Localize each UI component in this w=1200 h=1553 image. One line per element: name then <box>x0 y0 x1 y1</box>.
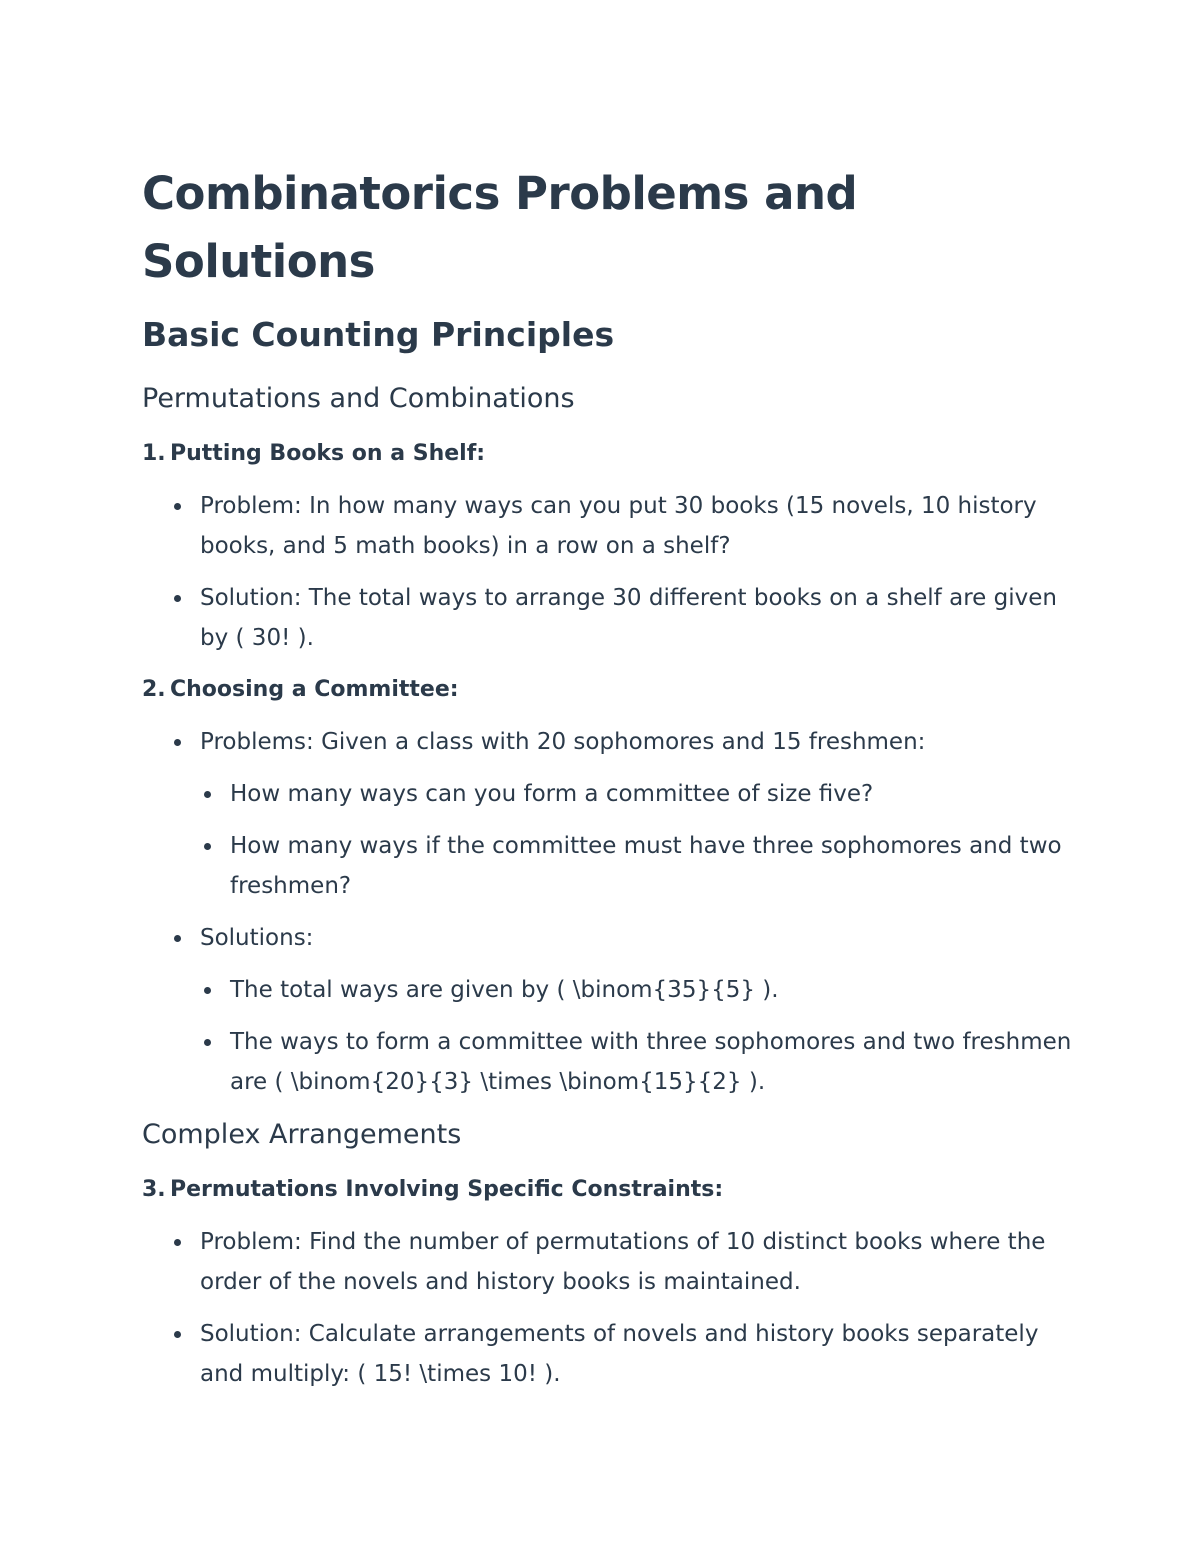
problem-3-solution: Solution: Calculate arrangements of novels and history books separately and multiply: ( 15! \times 10! ). <box>200 1321 1039 1387</box>
problem-1-bullets <box>142 486 1072 658</box>
list-item <box>200 774 1072 814</box>
list-item <box>200 970 1072 1010</box>
bullet-icon <box>174 1331 181 1338</box>
bullet-icon <box>174 503 181 510</box>
problem-2-title-text: Choosing a Committee: <box>170 677 459 702</box>
list-item <box>142 918 1072 1102</box>
list-item <box>142 1222 1072 1302</box>
problem-3 <box>142 1170 1072 1394</box>
problem-2-number: 2. <box>142 677 166 702</box>
subsection-heading-permutations: Permutations and Combinations <box>142 383 575 414</box>
list-item <box>142 486 1072 566</box>
bullet-icon <box>204 1039 211 1046</box>
subsection-heading-complex: Complex Arrangements <box>142 1119 462 1150</box>
bullet-icon <box>204 987 211 994</box>
problem-3-number: 3. <box>142 1177 166 1202</box>
problem-3-bullets <box>142 1222 1072 1394</box>
list-item <box>200 826 1072 906</box>
list-item <box>200 1022 1072 1102</box>
problem-1 <box>142 434 1072 658</box>
bullet-icon <box>174 935 181 942</box>
problem-2-solutions-sublist <box>200 970 1072 1102</box>
bullet-icon <box>174 1239 181 1246</box>
section-heading: Basic Counting Principles <box>142 315 615 354</box>
problem-1-title-text: Putting Books on a Shelf: <box>170 441 486 466</box>
list-item <box>142 1314 1072 1394</box>
document-page <box>142 160 1072 1406</box>
bullet-icon <box>174 739 181 746</box>
problem-2-question-a: How many ways can you form a committee of size five? <box>230 781 874 807</box>
problem-2-title <box>142 670 1072 710</box>
problem-2-solution-b: The ways to form a committee with three sophomores and two freshmen are ( \binom{20}{3} \times \binom{15}{2} ). <box>230 1029 1072 1095</box>
list-item <box>142 722 1072 906</box>
bullet-icon <box>204 791 211 798</box>
problem-1-solution: Solution: The total ways to arrange 30 different books on a shelf are given by ( 30! ). <box>200 585 1057 651</box>
problem-2-solutions-label: Solutions: <box>200 925 314 951</box>
problem-3-title <box>142 1170 1072 1210</box>
problem-3-statement: Problem: Find the number of permutations of 10 distinct books where the order of the novels and history books is maintained. <box>200 1229 1046 1295</box>
problem-1-title <box>142 434 1072 474</box>
problem-1-statement: Problem: In how many ways can you put 30 books (15 novels, 10 history books, and 5 math books) in a row on a shelf? <box>200 493 1037 559</box>
problem-2 <box>142 670 1072 1102</box>
bullet-icon <box>204 843 211 850</box>
document-title: Combinatorics Problems and Solutions <box>142 167 858 288</box>
problem-2-bullets <box>142 722 1072 1102</box>
problem-2-problems-label: Problems: Given a class with 20 sophomores and 15 freshmen: <box>200 729 926 755</box>
list-item <box>142 578 1072 658</box>
problem-1-number: 1. <box>142 441 166 466</box>
problem-2-question-b: How many ways if the committee must have three sophomores and two freshmen? <box>230 833 1062 899</box>
problem-2-problems-sublist <box>200 774 1072 906</box>
problem-2-solution-a: The total ways are given by ( \binom{35}{5} ). <box>230 977 779 1003</box>
problem-3-title-text: Permutations Involving Specific Constraints: <box>170 1177 724 1202</box>
bullet-icon <box>174 595 181 602</box>
